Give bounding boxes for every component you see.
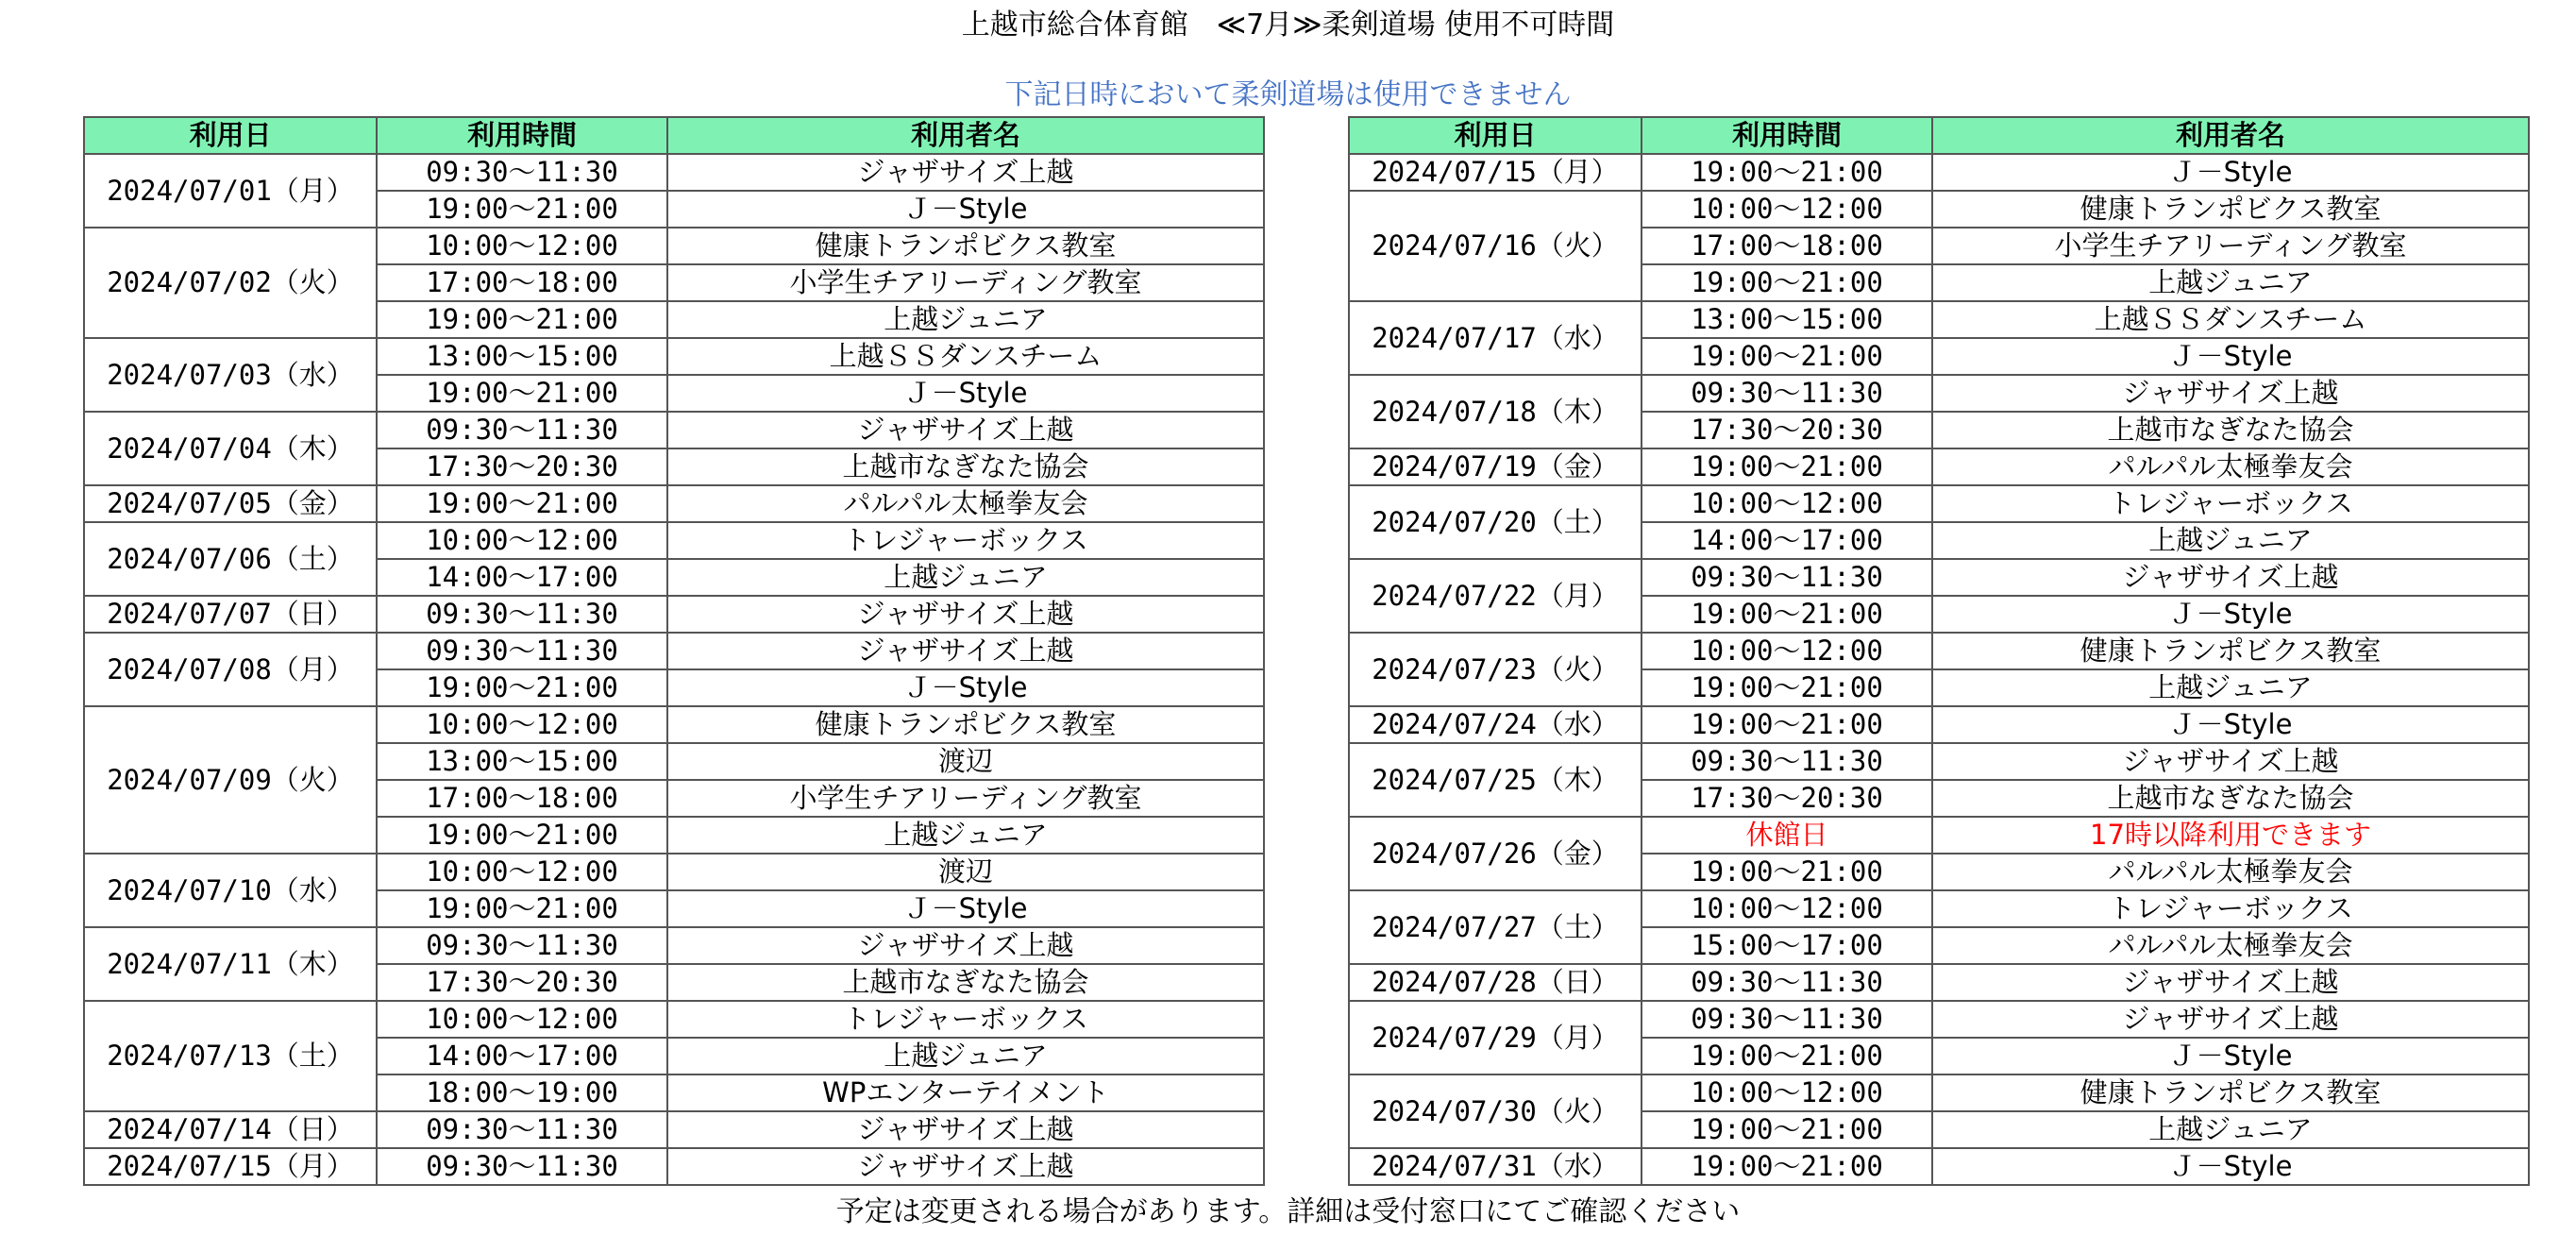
time-cell: 10:00～12:00 <box>1642 191 1932 228</box>
date-cell: 2024/07/02（火） <box>84 228 377 338</box>
user-cell: Ｊ－Style <box>1932 706 2529 743</box>
date-cell: 2024/07/10（水） <box>84 854 377 927</box>
user-cell: 健康トランポビクス教室 <box>667 706 1264 743</box>
time-cell: 19:00～21:00 <box>1642 154 1932 191</box>
time-cell: 10:00～12:00 <box>377 706 667 743</box>
date-cell: 2024/07/27（土） <box>1349 890 1642 964</box>
time-cell: 09:30～11:30 <box>377 154 667 191</box>
date-cell: 2024/07/01（月） <box>84 154 377 228</box>
table-row <box>1349 1074 2529 1111</box>
table-row <box>84 522 1264 559</box>
user-cell: Ｊ－Style <box>1932 154 2529 191</box>
user-cell: 上越ＳＳダンスチーム <box>1932 301 2529 338</box>
user-cell: Ｊ－Style <box>1932 596 2529 633</box>
user-cell: ジャザサイズ上越 <box>1932 375 2529 412</box>
time-cell: 13:00～15:00 <box>377 338 667 375</box>
time-cell: 10:00～12:00 <box>1642 1074 1932 1111</box>
time-cell: 17:30～20:30 <box>377 448 667 485</box>
header-date: 利用日 <box>1349 117 1642 154</box>
schedule-body-left <box>84 154 1264 1185</box>
time-cell: 19:00～21:00 <box>1642 264 1932 301</box>
table-row <box>84 338 1264 375</box>
time-cell: 09:30～11:30 <box>1642 743 1932 780</box>
user-cell: Ｊ－Style <box>667 191 1264 228</box>
user-cell: トレジャーボックス <box>1932 890 2529 927</box>
time-cell: 19:00～21:00 <box>1642 596 1932 633</box>
date-cell: 2024/07/05（金） <box>84 485 377 522</box>
table-row <box>1349 1148 2529 1185</box>
user-cell: 上越ジュニア <box>667 301 1264 338</box>
time-cell: 19:00～21:00 <box>1642 706 1932 743</box>
table-row <box>1349 964 2529 1001</box>
time-cell: 15:00～17:00 <box>1642 927 1932 964</box>
page-title: 上越市総合体育館 ≪7月≫柔剣道場 使用不可時間 <box>961 8 1615 42</box>
time-cell: 19:00～21:00 <box>1642 338 1932 375</box>
table-row <box>1349 191 2529 228</box>
table-row <box>1349 559 2529 596</box>
user-cell: 渡辺 <box>667 743 1264 780</box>
table-row <box>1349 1001 2529 1038</box>
time-cell: 09:30～11:30 <box>1642 1001 1932 1038</box>
time-cell: 09:30～11:30 <box>1642 559 1932 596</box>
user-cell: 上越ジュニア <box>1932 264 2529 301</box>
time-cell: 19:00～21:00 <box>377 485 667 522</box>
user-cell: Ｊ－Style <box>1932 1148 2529 1185</box>
time-cell: 17:30～20:30 <box>377 964 667 1001</box>
date-cell: 2024/07/17（水） <box>1349 301 1642 375</box>
date-cell: 2024/07/07（日） <box>84 596 377 633</box>
user-cell: 上越ジュニア <box>1932 1111 2529 1148</box>
time-cell: 19:00～21:00 <box>1642 1038 1932 1074</box>
user-cell: 健康トランポビクス教室 <box>1932 1074 2529 1111</box>
time-cell: 19:00～21:00 <box>377 375 667 412</box>
user-cell: ジャザサイズ上越 <box>1932 559 2529 596</box>
time-cell: 19:00～21:00 <box>1642 854 1932 890</box>
user-cell: Ｊ－Style <box>667 375 1264 412</box>
time-cell: 19:00～21:00 <box>377 669 667 706</box>
table-row <box>1349 448 2529 485</box>
user-cell: トレジャーボックス <box>667 522 1264 559</box>
time-cell: 10:00～12:00 <box>377 522 667 559</box>
user-cell: 小学生チアリーディング教室 <box>667 264 1264 301</box>
time-cell: 10:00～12:00 <box>1642 890 1932 927</box>
user-cell: 17時以降利用できます <box>1932 817 2529 854</box>
user-cell: パルパル太極拳友会 <box>1932 448 2529 485</box>
user-cell: 小学生チアリーディング教室 <box>667 780 1264 817</box>
user-cell: ジャザサイズ上越 <box>667 596 1264 633</box>
date-cell: 2024/07/29（月） <box>1349 1001 1642 1074</box>
footer-note: 予定は変更される場合があります。詳細は受付窓口にてご確認ください <box>835 1195 1741 1228</box>
time-cell: 14:00～17:00 <box>377 559 667 596</box>
user-cell: 上越市なぎなた協会 <box>667 964 1264 1001</box>
table-row <box>84 228 1264 264</box>
user-cell: 上越ジュニア <box>1932 669 2529 706</box>
time-cell: 10:00～12:00 <box>1642 485 1932 522</box>
time-cell: 19:00～21:00 <box>1642 448 1932 485</box>
time-cell: 09:30～11:30 <box>1642 375 1932 412</box>
date-cell: 2024/07/22（月） <box>1349 559 1642 633</box>
date-cell: 2024/07/31（水） <box>1349 1148 1642 1185</box>
user-cell: 小学生チアリーディング教室 <box>1932 228 2529 264</box>
time-cell: 14:00～17:00 <box>377 1038 667 1074</box>
user-cell: 健康トランポビクス教室 <box>1932 191 2529 228</box>
user-cell: 上越ジュニア <box>1932 522 2529 559</box>
time-cell: 19:00～21:00 <box>377 817 667 854</box>
user-cell: ジャザサイズ上越 <box>667 154 1264 191</box>
user-cell: 健康トランポビクス教室 <box>1932 633 2529 669</box>
table-row <box>84 154 1264 191</box>
user-cell: Ｊ－Style <box>1932 338 2529 375</box>
schedule-body-right <box>1349 154 2529 1185</box>
notice-subtitle: 下記日時において柔剣道場は使用できません <box>1004 78 1572 111</box>
header-row <box>84 117 1264 154</box>
user-cell: ジャザサイズ上越 <box>1932 743 2529 780</box>
user-cell: 上越ＳＳダンスチーム <box>667 338 1264 375</box>
time-cell: 09:30～11:30 <box>377 412 667 448</box>
time-cell: 13:00～15:00 <box>1642 301 1932 338</box>
time-cell: 19:00～21:00 <box>1642 669 1932 706</box>
date-cell: 2024/07/09（火） <box>84 706 377 854</box>
header-date: 利用日 <box>84 117 377 154</box>
time-cell: 14:00～17:00 <box>1642 522 1932 559</box>
user-cell: ジャザサイズ上越 <box>1932 964 2529 1001</box>
date-cell: 2024/07/11（木） <box>84 927 377 1001</box>
time-cell: 19:00～21:00 <box>377 890 667 927</box>
time-cell: 09:30～11:30 <box>377 927 667 964</box>
table-row <box>1349 743 2529 780</box>
schedule-table-right <box>1348 116 2530 1186</box>
user-cell: Ｊ－Style <box>667 669 1264 706</box>
date-cell: 2024/07/04（木） <box>84 412 377 485</box>
header-user: 利用者名 <box>1932 117 2529 154</box>
time-cell: 19:00～21:00 <box>377 301 667 338</box>
date-cell: 2024/07/18（木） <box>1349 375 1642 448</box>
user-cell: パルパル太極拳友会 <box>1932 854 2529 890</box>
user-cell: 上越ジュニア <box>667 817 1264 854</box>
table-row <box>1349 301 2529 338</box>
table-row <box>1349 375 2529 412</box>
time-cell: 17:00～18:00 <box>377 264 667 301</box>
user-cell: ジャザサイズ上越 <box>667 412 1264 448</box>
time-cell: 休館日 <box>1642 817 1932 854</box>
user-cell: 上越市なぎなた協会 <box>1932 412 2529 448</box>
time-cell: 19:00～21:00 <box>377 191 667 228</box>
date-cell: 2024/07/06（土） <box>84 522 377 596</box>
header-time: 利用時間 <box>1642 117 1932 154</box>
user-cell: 渡辺 <box>667 854 1264 890</box>
header-user: 利用者名 <box>667 117 1264 154</box>
date-cell: 2024/07/15（月） <box>1349 154 1642 191</box>
table-row <box>84 1111 1264 1148</box>
table-row <box>84 1001 1264 1038</box>
user-cell: パルパル太極拳友会 <box>1932 927 2529 964</box>
time-cell: 17:30～20:30 <box>1642 780 1932 817</box>
date-cell: 2024/07/03（水） <box>84 338 377 412</box>
table-row <box>84 412 1264 448</box>
table-row <box>1349 154 2529 191</box>
date-cell: 2024/07/16（火） <box>1349 191 1642 301</box>
date-cell: 2024/07/25（木） <box>1349 743 1642 817</box>
table-row <box>84 596 1264 633</box>
user-cell: ジャザサイズ上越 <box>667 1111 1264 1148</box>
time-cell: 09:30～11:30 <box>377 1111 667 1148</box>
time-cell: 09:30～11:30 <box>377 596 667 633</box>
table-row <box>84 927 1264 964</box>
schedule-table-left <box>83 116 1265 1186</box>
table-row <box>1349 485 2529 522</box>
user-cell: 健康トランポビクス教室 <box>667 228 1264 264</box>
time-cell: 18:00～19:00 <box>377 1074 667 1111</box>
user-cell: トレジャーボックス <box>1932 485 2529 522</box>
user-cell: 上越ジュニア <box>667 559 1264 596</box>
date-cell: 2024/07/08（月） <box>84 633 377 706</box>
date-cell: 2024/07/24（水） <box>1349 706 1642 743</box>
user-cell: パルパル太極拳友会 <box>667 485 1264 522</box>
date-cell: 2024/07/28（日） <box>1349 964 1642 1001</box>
time-cell: 09:30～11:30 <box>377 1148 667 1185</box>
time-cell: 19:00～21:00 <box>1642 1148 1932 1185</box>
time-cell: 10:00～12:00 <box>377 1001 667 1038</box>
time-cell: 09:30～11:30 <box>1642 964 1932 1001</box>
header-time: 利用時間 <box>377 117 667 154</box>
time-cell: 19:00～21:00 <box>1642 1111 1932 1148</box>
user-cell: ジャザサイズ上越 <box>667 1148 1264 1185</box>
user-cell: WPエンターテイメント <box>667 1074 1264 1111</box>
table-row <box>84 485 1264 522</box>
header-row <box>1349 117 2529 154</box>
table-row <box>84 1148 1264 1185</box>
time-cell: 17:00～18:00 <box>1642 228 1932 264</box>
user-cell: ジャザサイズ上越 <box>1932 1001 2529 1038</box>
user-cell: ジャザサイズ上越 <box>667 927 1264 964</box>
date-cell: 2024/07/14（日） <box>84 1111 377 1148</box>
date-cell: 2024/07/13（土） <box>84 1001 377 1111</box>
table-row <box>84 854 1264 890</box>
user-cell: トレジャーボックス <box>667 1001 1264 1038</box>
user-cell: 上越ジュニア <box>667 1038 1264 1074</box>
time-cell: 17:30～20:30 <box>1642 412 1932 448</box>
time-cell: 10:00～12:00 <box>377 854 667 890</box>
table-row <box>84 633 1264 669</box>
time-cell: 10:00～12:00 <box>1642 633 1932 669</box>
user-cell: Ｊ－Style <box>667 890 1264 927</box>
table-row <box>1349 633 2529 669</box>
table-row <box>1349 890 2529 927</box>
date-cell: 2024/07/23（火） <box>1349 633 1642 706</box>
date-cell: 2024/07/30（火） <box>1349 1074 1642 1148</box>
table-row <box>1349 817 2529 854</box>
table-row <box>1349 706 2529 743</box>
date-cell: 2024/07/15（月） <box>84 1148 377 1185</box>
date-cell: 2024/07/20（土） <box>1349 485 1642 559</box>
user-cell: Ｊ－Style <box>1932 1038 2529 1074</box>
date-cell: 2024/07/19（金） <box>1349 448 1642 485</box>
time-cell: 13:00～15:00 <box>377 743 667 780</box>
time-cell: 09:30～11:30 <box>377 633 667 669</box>
time-cell: 17:00～18:00 <box>377 780 667 817</box>
user-cell: ジャザサイズ上越 <box>667 633 1264 669</box>
time-cell: 10:00～12:00 <box>377 228 667 264</box>
table-row <box>84 706 1264 743</box>
date-cell: 2024/07/26（金） <box>1349 817 1642 890</box>
user-cell: 上越市なぎなた協会 <box>1932 780 2529 817</box>
user-cell: 上越市なぎなた協会 <box>667 448 1264 485</box>
